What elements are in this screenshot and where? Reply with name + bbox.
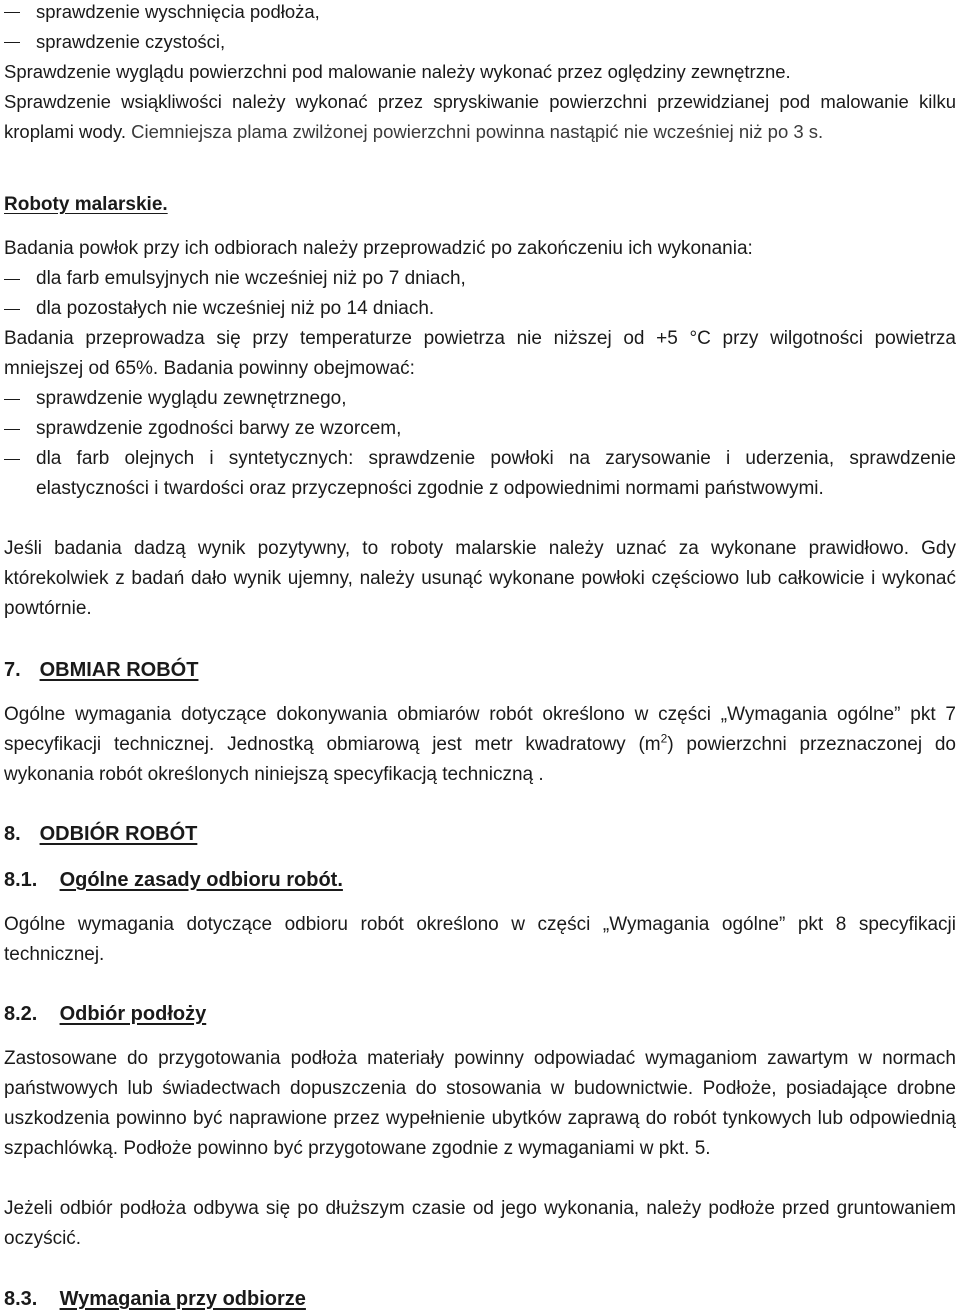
list-item: sprawdzenie wyglądu zewnętrznego,: [36, 388, 347, 409]
section-8-3-heading: 8.3. Wymagania przy odbiorze: [4, 1288, 306, 1310]
list-item: sprawdzenie wyschnięcia podłoża,: [36, 1, 320, 22]
paragraph-tests-intro: Badania powłok przy ich odbiorach należy przeprowadzić po zakończeniu ich wykonania:: [4, 238, 753, 259]
list-item: dla farb olejnych i syntetycznych: sprawdzenie powłoki na zarysowanie i uderzenia, sprawdzenie elastyczności i twardości oraz przyczepności zgodnie z odpowiednimi normami państwowymi.: [36, 448, 956, 499]
list-item: sprawdzenie zgodności barwy ze wzorcem,: [36, 418, 402, 439]
paragraph-temperature: Badania przeprowadza się przy temperaturze powietrza nie niższej od +5 °C przy wilgotności powietrza mniejszej od 65%. Badania powinny obejmować:: [4, 328, 956, 379]
paragraph-8-1: Ogólne wymagania dotyczące odbioru robót określono w części „Wymagania ogólne” pkt 8 specyfikacji technicznej.: [4, 914, 956, 965]
paragraph-inspection: Sprawdzenie wyglądu powierzchni pod malowanie należy wykonać przez oględziny zewnętrzne.: [4, 61, 791, 82]
paragraph-measurement: Ogólne wymagania dotyczące dokonywania obmiarów robót określono w części „Wymagania ogólne” pkt 7 specyfikacji technicznej. Jednostką obmiarową jest metr kwadratowy $(m^2)$ powierzchni przeznaczonej do wykonania robót określonych niniejszą specyfikacją techniczną .: [4, 704, 956, 785]
paragraph-result: Jeśli badania dadzą wynik pozytywny, to roboty malarskie należy uznać za wykonane prawidłowo. Gdy którekolwiek z badań dało wynik ujemny, należy usunąć wykonane powłoki częściowo lub całkowicie i wykonać powtórnie.: [4, 538, 956, 619]
section-8-2-heading: 8.2. Odbiór podłoży: [4, 1003, 207, 1025]
section-8-1-heading: 8.1. Ogólne zasady odbioru robót.: [4, 869, 343, 891]
list-item: dla pozostałych nie wcześniej niż po 14 dniach.: [36, 298, 435, 319]
paragraph-absorbency: Sprawdzenie wsiąkliwości należy wykonać przez spryskiwanie powierzchni przewidzianej pod malowanie kilku kroplami wody. Ciemniejsza plama zwilżonej powierzchni powinna nastąpić nie wcześniej niż po 3 s.: [4, 91, 956, 142]
section-7-heading: 7. OBMIAR ROBÓT: [4, 659, 199, 681]
paragraph-8-2-a: Zastosowane do przygotowania podłoża materiały powinny odpowiadać wymaganiom zawartym w normach państwowych lub świadectwach dopuszczenia do stosowania w budownictwie. Podłoże, posiadające drobne uszkodzenia powinno być naprawione przez wypełnienie ubytków zaprawą do robót tynkowych lub odpowiednią szpachlówką. Podłoże powinno być przygotowane zgodnie z wymaganiami w pkt. 5.: [4, 1048, 956, 1159]
paragraph-8-2-b: Jeżeli odbiór podłoża odbywa się po dłuższym czasie od jego wykonania, należy podłoże przed gruntowaniem oczyścić.: [4, 1198, 956, 1249]
section-8-heading: 8. ODBIÓR ROBÓT: [4, 823, 198, 845]
heading-painting-works: Roboty malarskie.: [4, 194, 168, 215]
list-item: dla farb emulsyjnych nie wcześniej niż po 7 dniach,: [36, 268, 466, 289]
list-item: sprawdzenie czystości,: [36, 31, 226, 52]
